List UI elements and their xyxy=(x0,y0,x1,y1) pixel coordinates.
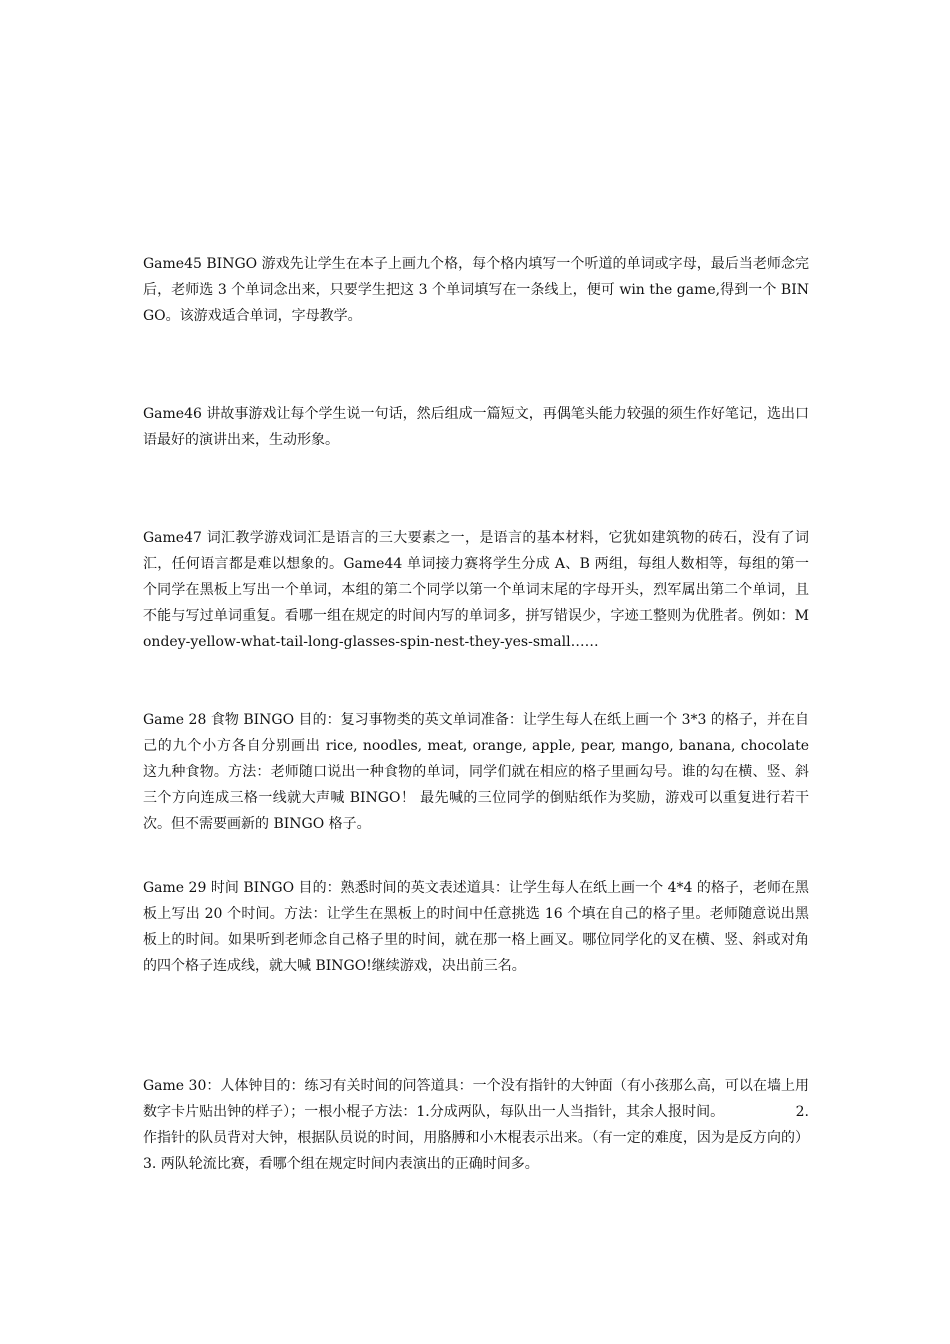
game46-paragraph: Game46 讲故事游戏让每个学生说一句话，然后组成一篇短文，再偶笔头能力较强的须生作好笔记，选出口语最好的演讲出来，生动形象。 xyxy=(143,406,809,448)
game47-paragraph: Game47 词汇教学游戏词汇是语言的三大要素之一，是语言的基本材料，它犹如建筑物的砖石，没有了词汇，任何语言都是难以想象的。Game44 单词接力赛将学生分成 A、B 两组，每组人数相等，每组的第一个同学在黑板上写出一个单词，本组的第二个同学以第一个单词末尾的字母开头，烈军属出第二个单词，且不能与写过单词重复。看哪一组在规定的时间内写的单词多，拼写错误少，字迹工整则为优胜者。例如：Mondey-yellow-what-tail-long-glasses-spin-nest-they-yes-small…… xyxy=(143,530,809,650)
game30-paragraph: Game 30：人体钟目的：练习有关时间的问答道具：一个没有指针的大钟面（有小孩那么高，可以在墙上用数字卡片贴出钟的样子）；一根小棍子方法：1.分成两队，每队出一人当指针，其余人报时间。 2.作指针的队员背对大钟，根据队员说的时间，用胳膊和小木棍表示出来。（有一定的难度，因为是反方向的） 3. 两队轮流比赛，看哪个组在规定时间内表演出的正确时间多。 xyxy=(143,1078,881,1172)
game28-paragraph: Game 28 食物 BINGO 目的：复习事物类的英文单词准备：让学生每人在纸上画一个 3*3 的格子，并在自己的九个小方各自分别画出 rice, noodles, meat, orange, apple, pear, mango, banana, chocolate 这九种食物。方法：老师随口说出一种食物的单词，同学们就在相应的格子里画勾号。谁的勾在横、竖、斜三个方向连成三格一线就大声喊 BINGO！ 最先喊的三位同学的倒贴纸作为奖励，游戏可以重复进行若干次。但不需要画新的 BINGO 格子。 xyxy=(143,712,814,832)
game30-section xyxy=(143,1021,881,1229)
game29-section xyxy=(143,823,809,1031)
game29-paragraph: Game 29 时间 BINGO 目的：熟悉时间的英文表述道具：让学生每人在纸上画一个 4*4 的格子，老师在黑板上写出 20 个时间。方法：让学生在黑板上的时间中任意挑选 16 个填在自己的格子里。老师随意说出黑板上的时间。如果听到老师念自己格子里的时间，就在那一格上画叉。哪位同学化的叉在横、竖、斜或对角的四个格子连成线，就大喊 BINGO!继续游戏，决出前三名。 xyxy=(143,880,809,974)
game45-paragraph: Game45 BINGO 游戏先让学生在本子上画九个格，每个格内填写一个听道的单词或字母，最后当老师念完后，老师选 3 个单词念出来，只要学生把这 3 个单词填写在一条线上，便可 win the game,得到一个 BINGO。该游戏适合单词，字母教学。 xyxy=(143,256,809,324)
